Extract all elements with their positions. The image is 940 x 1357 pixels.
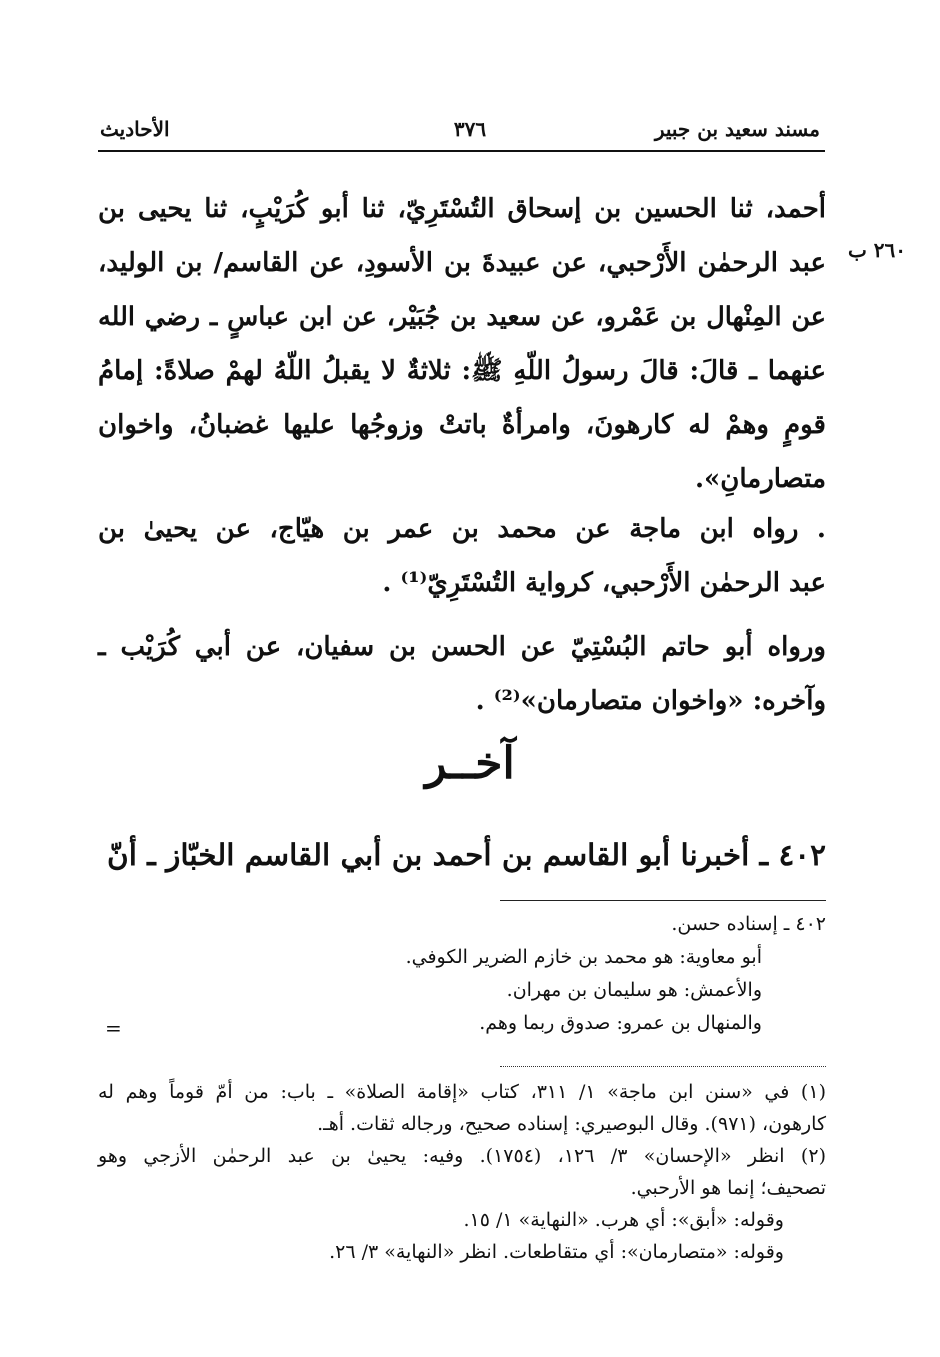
takhrij-notes — [250, 908, 826, 1040]
footnote-line: تصحيف؛ إنما هو الأرحبي. — [630, 1177, 826, 1199]
text-line: متصارمانِ». — [694, 464, 826, 494]
footnotes — [98, 1076, 826, 1268]
footnote-line: وقوله: «أبق»: أي هرب. «النهاية» ١/ ١٥. — [463, 1209, 784, 1231]
section-title: آخــر — [425, 738, 515, 789]
takhrij-line: والمنهال بن عمرو: صدوق ربما وهم. — [479, 1012, 762, 1034]
text-line: وآخره: «واخوان متصارمان»⁽²⁾ . — [475, 686, 826, 716]
running-header-book-title: مسند سعيد بن جبير — [654, 117, 820, 141]
footnote-line: (٢) انظر «الإحسان» ٣/ ١٢٦، (١٧٥٤). وفيه: يحيىٰ بن عبد الرحمٰن الأزجي وهو — [98, 1145, 826, 1167]
takhrij-line: والأعمش: هو سليمان بن مهران. — [506, 979, 762, 1001]
header-rule — [98, 150, 825, 152]
footnote-line: كارهون، (٩٧١). وقال البوصيري: إسناده صحيح، ورجاله ثقات. أهـ. — [317, 1113, 826, 1135]
text-line: عنهما ـ قالَ: قالَ رسولُ اللّهِ ﷺ: ثلاثةٌ لا يقبلُ اللّهُ لهمْ صلاةً: إمامُ — [98, 356, 826, 386]
footnote-dotted-separator — [500, 1066, 826, 1067]
main-paragraph-ibn-majah — [98, 502, 826, 610]
text-line: عبد الرحمٰن الأَرْحبي، عن عبيدةَ بن الأسودِ، عن القاسم/ بن الوليد، — [98, 248, 826, 278]
text-line: عبد الرحمٰن الأَرْحبي، كرواية التُسْتَرِيّ⁽¹⁾ . — [382, 568, 826, 598]
text-line: . رواه ابن ماجة عن محمد بن عمر بن هيّاج، عن يحيىٰ بن — [98, 514, 826, 544]
footnote-line: (١) في «سنن ابن ماجة» ١/ ٣١١، كتاب «إقامة الصلاة» ـ باب: من أمّ قوماً وهم له — [98, 1081, 826, 1103]
text-line: ورواه أبو حاتم البُسْتِيّ عن الحسن بن سفيان، عن أبي كُرَيْب ـ — [98, 632, 826, 662]
footnote-separator — [500, 900, 826, 901]
hadith-402-opening: ٤٠٢ ـ أخبرنا أبو القاسم بن أحمد بن أبي القاسم الخبّاز ـ أنّ — [107, 837, 826, 872]
manuscript-folio-note: ٢٦٠ ب — [848, 238, 907, 262]
text-line: قومٍ وهمْ له كارهونَ، وامرأةٌ باتتْ وزوجُها عليها غضبانُ، واخوان — [98, 410, 826, 440]
takhrij-line: أبو معاوية: هو محمد بن خازم الضرير الكوفي. — [405, 946, 762, 968]
main-paragraph-abu-hatim — [98, 620, 826, 728]
running-header-section: الأحاديث — [100, 117, 170, 141]
takhrij-line: ٤٠٢ ـ إسناده حسن. — [671, 913, 826, 935]
continuation-mark: = — [105, 1016, 122, 1040]
page-number: ٣٧٦ — [453, 117, 487, 141]
text-line: عن المِنْهال بن عَمْرو، عن سعيد بن جُبَيْر، عن ابن عباسٍ ـ رضي الله — [98, 302, 826, 332]
text-line: أحمد، ثنا الحسين بن إسحاق التُسْتَرِيّ، ثنا أبو كُرَيْبٍ، ثنا يحيى بن — [98, 194, 826, 224]
footnote-line: وقوله: «متصارمان»: أي متقاطعات. انظر «النهاية» ٣/ ٢٦. — [329, 1241, 784, 1263]
main-paragraph-hadith — [98, 182, 826, 506]
